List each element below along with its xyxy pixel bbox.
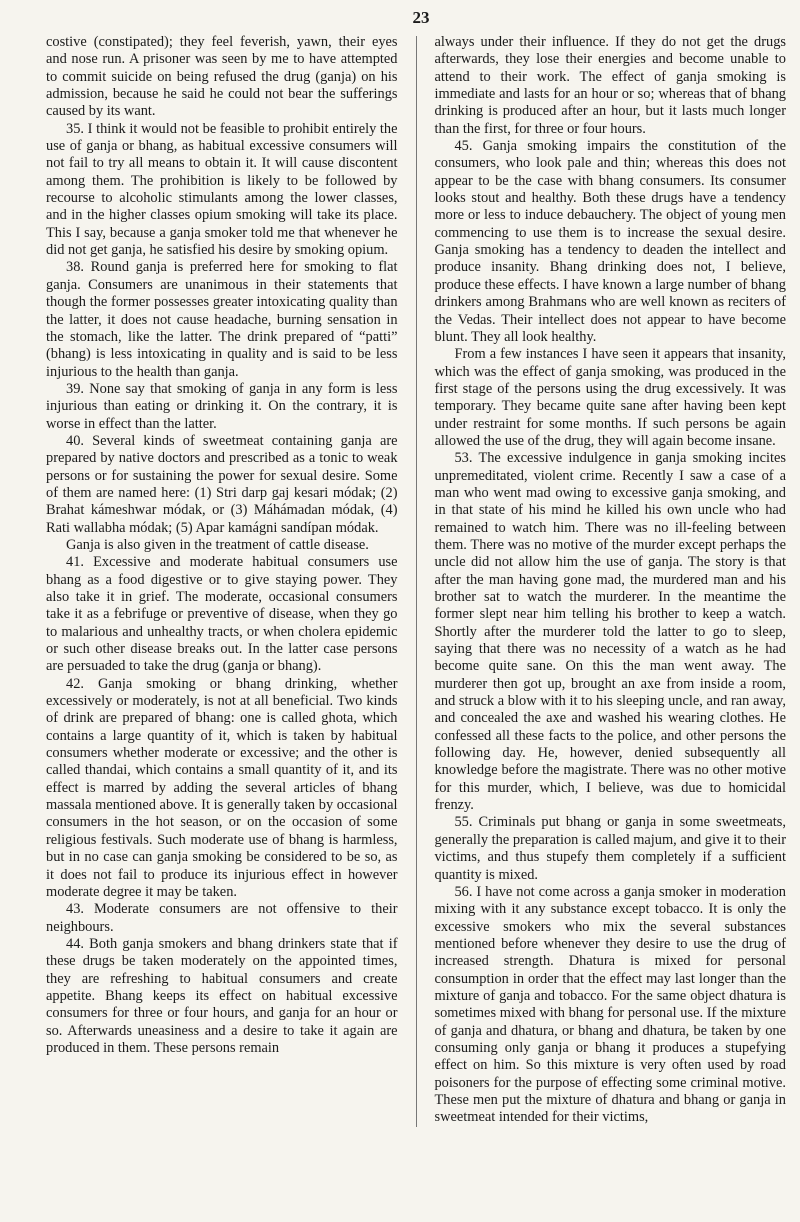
paragraph: 42. Ganja smoking or bhang drinking, whether excessively or moderately, is not at all beneficial. Two kinds of drink are prepared of bhang: one is called ghota, which contains a large quantity of it, which is taken by habitual consumers whether moderate or excessive; and the other is called thandai, which contains a small quantity of it, and its effect is marred by adding the several articles of bhang massala mentioned above. It is generally taken by occasional consumers in the hot season, or on the occasion of some religious festivals. Such moderate use of bhang is harmless, but in no case can ganja smoking be considered to be so, as it does not fail to produce its injurious effect in however moderate degree it may be taken.	[46, 675, 398, 900]
paragraph: 43. Moderate consumers are not offensive to their neighbours.	[46, 901, 398, 935]
paragraph: 39. None say that smoking of ganja in any form is less injurious than eating or drinking it. On the contrary, it is worse in effect than the latter.	[46, 380, 398, 432]
paragraph: 45. Ganja smoking impairs the constitution of the consumers, who look pale and thin; whereas this does not appear to be the case with bhang consumers. Its consumer looks stout and healthy. Both these drugs have a tendency more or less to induce debauchery. The object of young men commencing to use them is to increase the sexual desire. Ganja smoking has a tendency to deaden the intellect and produce insanity. Bhang drinking does not, I believe, produce these effects. I have known a large number of bhang drinkers among Brahmans who are well known as reciters of the Vedas. Their intellect does not appear to have become blunt. They all look healthy.	[434, 138, 786, 345]
paragraph: always under their influence. If they do not get the drugs afterwards, they lose their energies and become unable to attend to their work. The effect of ganja smoking is immediate and lasts for an hour or so; whereas that of bhang drinking is produced after an hour, but it lasts much longer than the first, for three or four hours.	[434, 34, 786, 137]
paragraph: 53. The excessive indulgence in ganja smoking incites unpremeditated, violent crime. Recently I saw a case of a man who went mad owing to excessive ganja smoking, and in that state of his mind he killed his own uncle who had remained to watch him. There was no ill-feeling between them. There was no motive of the murder except perhaps the uncle did not allow him the use of ganja. The story is that after the man having gone mad, the murdered man and his brother sat to watch the murderer. In the meantime the former slept near him telling his brother to keep a watch. Shortly after the murderer told the latter to go to sleep, saying that there was no necessity of a watch as he had become quite sane. On this the man went away. The murderer then got up, brought an axe from inside a room, and struck a blow with it to his sleeping uncle, and ran away, and concealed the axe and washed his wearing clothes. He confessed all these facts to the police, and other persons the following day. He, however, denied subsequently all knowledge before the magistrate. There was no other motive for this murder, which, I believe, was due to homicidal frenzy.	[434, 450, 786, 814]
text-columns	[46, 34, 786, 1127]
paragraph: 35. I think it would not be feasible to prohibit entirely the use of ganja or bhang, as habitual excessive consumers will not fail to try all means to obtain it. It will cause discontent among them. The prohibition is likely to be followed by recourse to alcoholic stimulants among the lower classes, and in the higher classes opium smoking will take its place. This I say, because a ganja smoker told me that whenever he did not get ganja, he satisfied his desire by smoking opium.	[46, 120, 398, 259]
paragraph: From a few instances I have seen it appears that insanity, which was the effect of ganja smoking, was produced in the first stage of the persons using the drug excessively. It was temporary. They became quite sane after having been kept under restraint for some months. If such persons be again allowed the use of the drug, they will again become insane.	[434, 346, 786, 449]
left-column	[46, 34, 398, 1127]
paragraph: 44. Both ganja smokers and bhang drinkers state that if these drugs be taken moderately on the appointed times, they are refreshing to habitual consumers and create appetite. Bhang keeps its effect on habitual excessive consumers for three or four hours, and ganja for an hour or so. Afterwards uneasiness and a desire to take it again are produced in them. These persons remain	[46, 935, 398, 1056]
paragraph: Ganja is also given in the treatment of cattle disease.	[66, 536, 369, 553]
paragraph: 56. I have not come across a ganja smoker in moderation mixing with it any substance except tobacco. It is only the excessive smokers who mix the several substances mentioned before whenever they desire to use the drug of increased strength. Dhatura is mixed for personal consumption in order that the effect may last longer than the mixture of ganja and tobacco. For the same object dhatura is sometimes mixed with bhang for personal use. If the mixture of ganja and dhatura, or bhang and dhatura, be taken by one consuming only ganja or bhang it produces a stupefying effect on him. So this mixture is very often used by road poisoners for the purpose of effecting some criminal motive. These men put the mixture of dhatura and bhang or ganja in sweetmeat intended for their victims,	[434, 883, 786, 1126]
paragraph: 41. Excessive and moderate habitual consumers use bhang as a food digestive or to give staying power. They also take it in grief. The moderate, occasional consumers take it as a febrifuge or preventive of disease, when they go to malarious and unhealthy tracts, or when cholera epidemic or such other disease breaks out. In the latter case persons are persuaded to take the drug (ganja or bhang).	[46, 554, 398, 675]
paragraph: 40. Several kinds of sweetmeat containing ganja are prepared by native doctors and prescribed as a tonic to weak persons or for sustaining the power for sexual desire. Some of them are named here: (1) Stri darp gaj kesari módak; (2) Brahat kámeshwar módak, or (3) Máhámadan módak, (4) Rati wallabha módak; (5) Apar kamágni sandípan módak.	[46, 432, 398, 536]
right-column	[434, 34, 786, 1127]
paragraph: costive (constipated); they feel feverish, yawn, their eyes and nose run. A prisoner was seen by me to have attempted to commit suicide on being refused the drug (ganja) on his admission, because he said he could not bear the sufferings caused by its want.	[46, 34, 398, 120]
paragraph: 55. Criminals put bhang or ganja in some sweetmeats, generally the preparation is called majum, and give it to their victims, and thus stupefy them completely if a sufficient quantity is mixed.	[434, 814, 786, 883]
paragraph: 38. Round ganja is preferred here for smoking to flat ganja. Consumers are unanimous in their statements that though the former possesses greater intoxicating quality than the latter, it does not cause headache, burning sensation in the stomach, like the latter. The drink prepared of “patti” (bhang) is less intoxicating in quality and is said to be less injurious to the health than ganja.	[46, 259, 398, 380]
page-number: 23	[412, 8, 430, 27]
column-divider	[416, 36, 417, 1127]
